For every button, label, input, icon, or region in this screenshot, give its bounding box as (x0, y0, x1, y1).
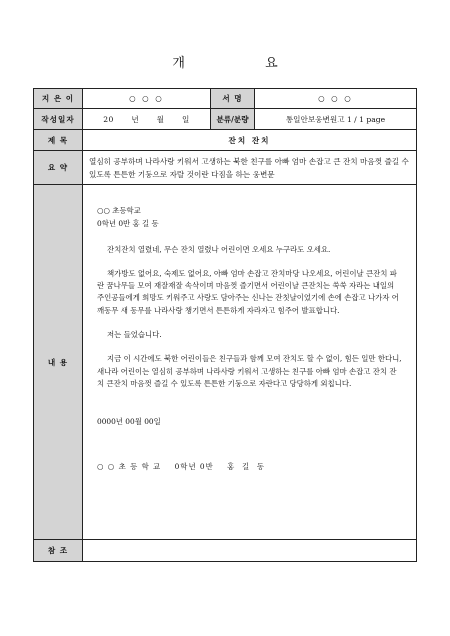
summary-row (34, 151, 417, 185)
paragraph-3: 저는 들었습니다. (107, 330, 162, 340)
signature-line: ○ ○ 초 등 학 교 0학년 0반 홍 길 동 (97, 461, 265, 471)
date-label: 작성일자 (34, 109, 83, 130)
subject-row (34, 130, 417, 151)
name-label: 서 명 (211, 89, 255, 109)
summary-label: 요 약 (34, 151, 83, 185)
category-label: 분류/분량 (211, 109, 255, 130)
school-name: ○○ 초등학교 (97, 206, 141, 215)
subject-label: 제 목 (34, 130, 83, 151)
paragraph-4: 지금 이 시간에도 북한 어린이들은 친구들과 함께 모여 잔치도 할 수 없이, 힘든 일만 한다니, 새나라 어린이는 열심히 공부하며 나라사랑 키워서 고생하는 친구를 아빠 엄마 손잡고 잔치 잔치 큰잔치 마음껏 즐길 수 있도록 튼튼한 기둥으로 자란다고 당당하게 외칩니다. (97, 354, 402, 388)
student-name: 0학년 0반 홍 길 동 (97, 219, 159, 229)
paragraph-1: 잔치잔치 열렸네, 무슨 잔치 열렸나 어린이면 오세요 누구라도 오세요. (107, 244, 331, 254)
reference-label: 참 조 (34, 540, 83, 562)
content-label: 내 용 (34, 185, 83, 540)
speech-date: 0000년 00월 00일 (97, 417, 161, 427)
date-value: 20 년 월 일 (83, 109, 211, 130)
author-label: 지 은 이 (34, 89, 83, 109)
author-row (34, 89, 417, 109)
content-row (34, 185, 417, 540)
subject-value: 잔치 잔치 (83, 130, 417, 151)
content-body (83, 185, 417, 540)
name-value: ○ ○ ○ (255, 89, 417, 109)
document-title: 개 요 (172, 56, 316, 71)
paragraph-2: 책가방도 없어요, 숙제도 없어요, 아빠 엄마 손잡고 잔치마당 나오세요, 어린이날 큰잔치 파란 꿈나무들 모여 재잘재잘 속삭이며 마음껏 즐기면서 어린이날 큰잔치는 쑥쑥 자라는 내일의 주인공들에게 희망도 키워주고 사랑도 담아주는 신나는 잔칫날이었기에 손에 손잡고 나가자 어깨동무 새 동무를 나라사랑 챙기면서 튼튼하게 자라자고 힘주어 발표합니다. (97, 268, 399, 315)
author-value: ○ ○ ○ (83, 89, 211, 109)
reference-value (83, 540, 417, 562)
overview-form-table (33, 88, 417, 562)
summary-value: 열심히 공부하며 나라사랑 키워서 고생하는 북한 친구를 아빠 엄마 손잡고 큰 잔치 마음껏 즐길 수 있도록 튼튼한 기둥으로 자랄 것이란 다짐을 하는 웅변문 (83, 151, 417, 185)
reference-row (34, 540, 417, 562)
category-value: 통일안보웅변원고 1 / 1 page (255, 109, 417, 130)
date-row (34, 109, 417, 130)
